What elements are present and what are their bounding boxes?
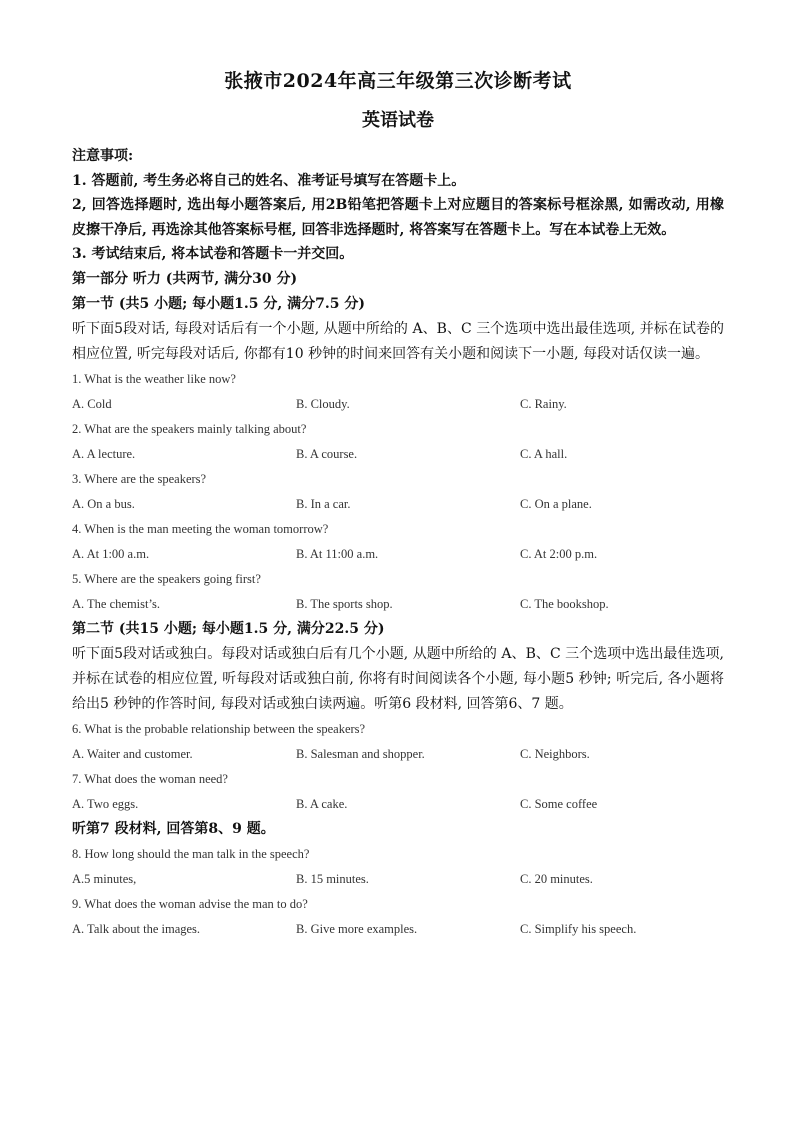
option-b: B. Give more examples. xyxy=(296,921,418,936)
option-c: C. Neighbors. xyxy=(520,746,590,761)
exam-page xyxy=(72,66,724,942)
option-c: C. Some coffee xyxy=(520,796,598,811)
option-b: B. The sports shop. xyxy=(296,596,393,611)
option-c: C. A hall. xyxy=(520,446,568,461)
notes-heading: 注意事项: xyxy=(72,148,134,164)
note-item: 3. 考试结束后, 将本试卷和答题卡一并交回。 xyxy=(72,246,354,262)
question-text: 9. What does the woman advise the man to do? xyxy=(72,896,308,911)
option-a: A. The chemist’s. xyxy=(72,596,160,611)
question-options xyxy=(72,592,724,617)
question-text: 3. Where are the speakers? xyxy=(72,471,207,486)
option-a: A. At 1:00 a.m. xyxy=(72,546,150,561)
question-options xyxy=(72,392,724,417)
question-text: 8. How long should the man talk in the speech? xyxy=(72,846,310,861)
question-options xyxy=(72,442,724,467)
option-c: C. 20 minutes. xyxy=(520,871,593,886)
exam-subtitle: 英语试卷 xyxy=(362,110,434,131)
question-text: 5. Where are the speakers going first? xyxy=(72,571,261,586)
question-options xyxy=(72,542,724,567)
option-c: C. On a plane. xyxy=(520,496,592,511)
question-options xyxy=(72,867,724,892)
option-b: B. A course. xyxy=(296,446,358,461)
option-a: A. On a bus. xyxy=(72,496,135,511)
question-text: 1. What is the weather like now? xyxy=(72,371,236,386)
question-text: 7. What does the woman need? xyxy=(72,771,228,786)
question-text: 6. What is the probable relationship between the speakers? xyxy=(72,721,366,736)
option-a: A. A lecture. xyxy=(72,446,136,461)
option-a: A. Talk about the images. xyxy=(72,921,201,936)
option-b: B. Cloudy. xyxy=(296,396,350,411)
option-a: A. Waiter and customer. xyxy=(72,746,193,761)
section2-heading: 第二节 (共15 小题; 每小题1.5 分, 满分22.5 分) xyxy=(72,620,385,637)
option-a: A.5 minutes, xyxy=(72,871,137,886)
question-text: 2. What are the speakers mainly talking about? xyxy=(72,421,307,436)
exam-title: 张掖市2024年高三年级第三次诊断考试 xyxy=(224,70,572,92)
section2-instructions: 听下面5段对话或独白。每段对话或独白后有几个小题, 从题中所给的 A、B、C 三个选项中选出最佳选项, 并标在试卷的相应位置, 听每段对话或独白前, 你将有时间阅读各个小题, 每小题5 秒钟; 听完后, 各小题将给出5 秒钟的作答时间, 每段对话或独白读两遍。听第6 段材料, 回答第6、7 题。 xyxy=(72,645,724,712)
question-options xyxy=(72,917,724,942)
option-a: A. Cold xyxy=(72,396,112,411)
option-b: B. At 11:00 a.m. xyxy=(296,546,379,561)
section2-questions xyxy=(72,717,724,942)
question-options xyxy=(72,792,724,817)
option-c: C. Rainy. xyxy=(520,396,567,411)
option-c: C. The bookshop. xyxy=(520,596,609,611)
option-b: B. 15 minutes. xyxy=(296,871,369,886)
question-text: 4. When is the man meeting the woman tomorrow? xyxy=(72,521,329,536)
note-item: 1. 答题前, 考生务必将自己的姓名、准考证号填写在答题卡上。 xyxy=(72,172,466,189)
option-c: C. At 2:00 p.m. xyxy=(520,546,598,561)
option-b: B. In a car. xyxy=(296,496,351,511)
option-c: C. Simplify his speech. xyxy=(520,921,637,936)
question-options xyxy=(72,742,724,767)
option-b: B. Salesman and shopper. xyxy=(296,746,425,761)
section1-instructions: 听下面5段对话, 每段对话后有一个小题, 从题中所给的 A、B、C 三个选项中选出最佳选项, 并标在试卷的相应位置, 听完每段对话后, 你都有10 秒钟的时间来回答有关小题和阅读下一小题, 每段对话仅读一遍。 xyxy=(72,320,724,362)
section1-questions xyxy=(72,367,724,617)
note-item: 2, 回答选择题时, 选出每小题答案后, 用2B铅笔把答题卡上对应题目的答案标号框涂黑, 如需改动, 用橡皮擦干净后, 再选涂其他答案标号框, 回答非选择题时, 将答案写在答题卡上。写在本试卷上无效。 xyxy=(72,197,724,238)
part1-heading: 第一部分 听力 (共两节, 满分30 分) xyxy=(72,270,298,287)
material-7-heading: 听第7 段材料, 回答第8、9 题。 xyxy=(72,820,275,837)
notes-section xyxy=(72,144,724,267)
section1-heading: 第一节 (共5 小题; 每小题1.5 分, 满分7.5 分) xyxy=(72,295,365,312)
option-b: B. A cake. xyxy=(296,796,348,811)
question-options xyxy=(72,492,724,517)
option-a: A. Two eggs. xyxy=(72,796,139,811)
